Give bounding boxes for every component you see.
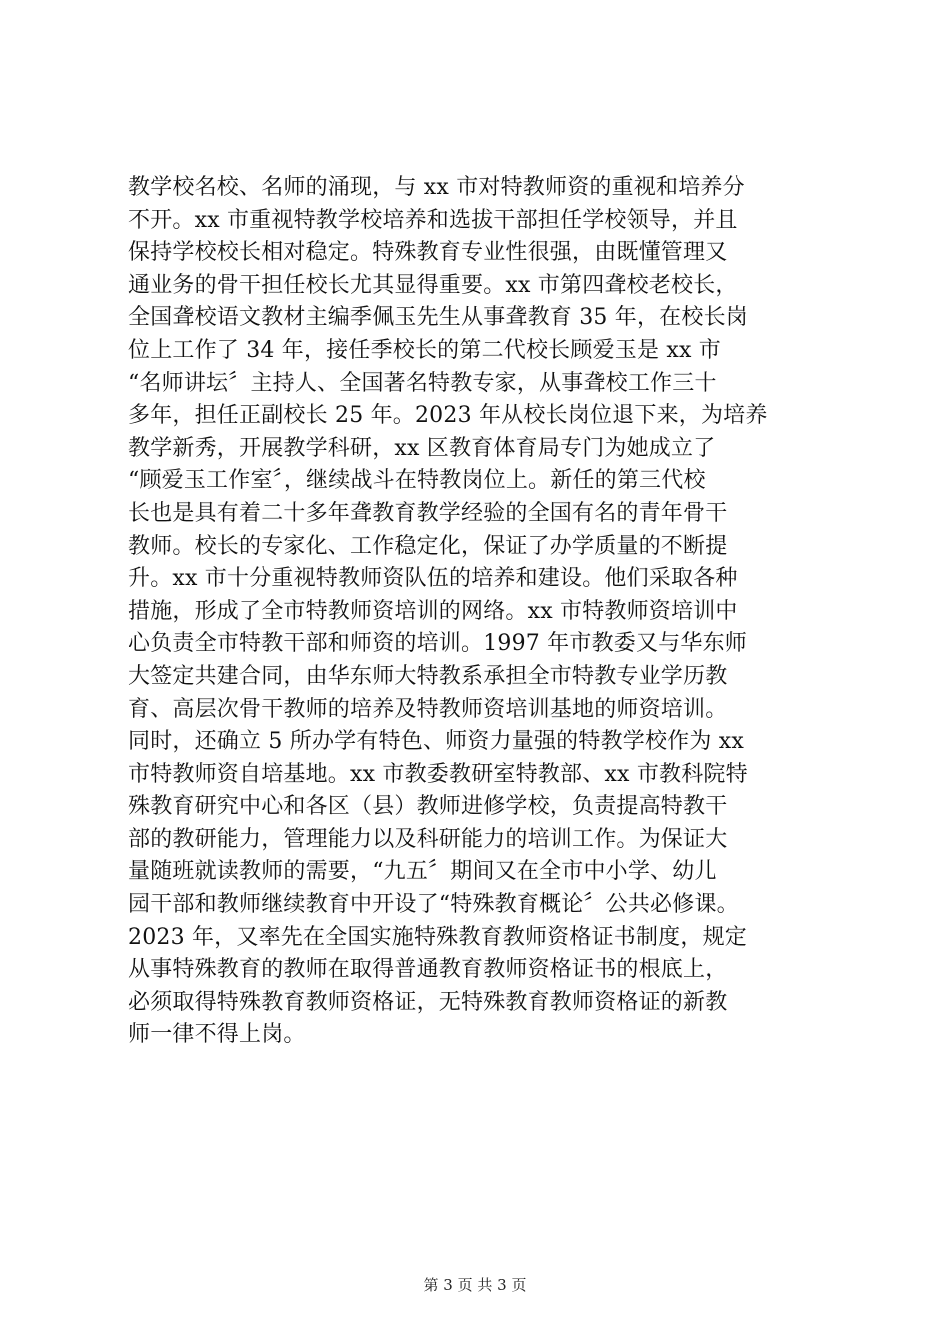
text-line: 多年，担任正副校长 25 年。2023 年从校长岗位退下来，为培养 [128, 403, 768, 429]
text-line: 2023 年，又率先在全国实施特殊教育教师资格证书制度，规定 [128, 924, 747, 950]
text-line: 从事特殊教育的教师在取得普通教育教师资格证书的根底上， [128, 957, 728, 983]
text-line: 大签定共建合同，由华东师大特教系承担全市特教专业学历教 [128, 663, 728, 689]
text-line: 不开。xx 市重视特教学校培养和选拔干部担任学校领导，并且 [128, 207, 738, 233]
text-line: 通业务的骨干担任校长尤其显得重要。xx 市第四聋校老校长， [128, 272, 738, 298]
text-line: 同时，还确立 5 所办学有特色、师资力量强的特教学校作为 xx [128, 729, 744, 755]
text-line: 保持学校校长相对稳定。特殊教育专业性很强，由既懂管理又 [128, 240, 728, 266]
text-line: 殊教育研究中心和各区（县）教师进修学校，负责提高特教干 [128, 794, 728, 820]
text-line: 园干部和教师继续教育中开设了“特殊教育概论〞公共必修课。 [128, 892, 739, 918]
text-line: 部的教研能力，管理能力以及科研能力的培训工作。为保证大 [128, 826, 728, 852]
text-line: 教师。校长的专家化、工作稳定化，保证了办学质量的不断提 [128, 533, 728, 559]
text-line: “名师讲坛〞主持人、全国著名特教专家，从事聋校工作三十 [128, 370, 717, 396]
text-line: 位上工作了 34 年，接任季校长的第二代校长顾爱玉是 xx 市 [128, 337, 721, 363]
text-line: 升。xx 市十分重视特教师资队伍的培养和建设。他们采取各种 [128, 566, 738, 592]
text-line: 师一律不得上岗。 [128, 1022, 306, 1048]
text-line: 市特教师资自培基地。xx 市教委教研室特教部、xx 市教科院特 [128, 761, 748, 787]
text-line: 教学新秀，开展教学科研，xx 区教育体育局专门为她成立了 [128, 435, 716, 461]
text-line: 必须取得特殊教育教师资格证，无特殊教育教师资格证的新教 [128, 989, 728, 1015]
text-line: 长也是具有着二十多年聋教育教学经验的全国有名的青年骨干 [128, 500, 728, 526]
page-number-footer: 第 3 页 共 3 页 [423, 1276, 527, 1294]
body-paragraph [128, 172, 832, 1052]
text-line: 量随班就读教师的需要，“九五〞期间又在全市中小学、幼儿 [128, 859, 717, 885]
text-line: 育、高层次骨干教师的培养及特教师资培训基地的师资培训。 [128, 696, 728, 722]
text-line: 全国聋校语文教材主编季佩玉先生从事聋教育 35 年，在校长岗 [128, 305, 748, 331]
text-line: 教学校名校、名师的涌现，与 xx 市对特教师资的重视和培养分 [128, 175, 745, 200]
text-line: 措施，形成了全市特教师资培训的网络。xx 市特教师资培训中 [128, 598, 738, 624]
text-line: 心负责全市特教干部和师资的培训。1997 年市教委又与华东师 [128, 631, 747, 657]
text-line: “顾爱玉工作室〞，继续战斗在特教岗位上。新任的第三代校 [128, 468, 706, 494]
